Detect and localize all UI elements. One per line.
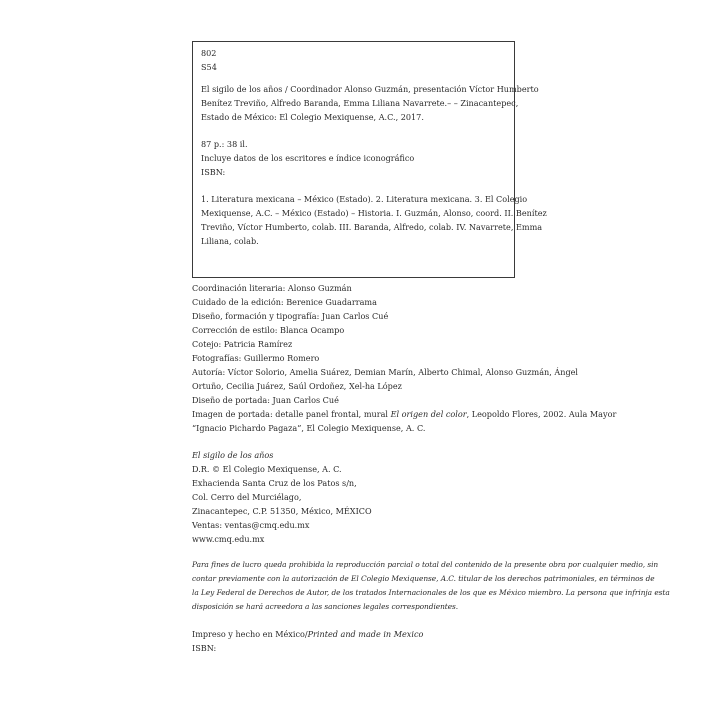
book-title: El sigilo de los años bbox=[192, 450, 274, 460]
class-number: 802 bbox=[201, 48, 217, 58]
credit-line: Cotejo: Patricia Ramírez bbox=[192, 339, 293, 349]
printed-english: Printed and made in Mexico bbox=[307, 629, 424, 639]
legal-line: la Ley Federal de Derechos de Autor, de los tratados Internacionales de los que es México miembro. La persona que infrinja esta bbox=[192, 588, 670, 597]
legal-line: contar previamente con la autorización de El Colegio Mexiquense, A.C. titular de los derechos patrimoniales, en términos de bbox=[192, 574, 655, 583]
subject-line: Treviño, Víctor Humberto, colab. III. Baranda, Alfredo, colab. IV. Navarrete, Emma bbox=[201, 222, 543, 232]
entry-line: Benítez Treviño, Alfredo Baranda, Emma Liliana Navarrete.– – Zinacantepec, bbox=[201, 98, 519, 108]
sales-email: Ventas: ventas@cmq.edu.mx bbox=[192, 520, 310, 530]
publisher-line: D.R. © El Colegio Mexiquense, A. C. bbox=[192, 464, 342, 474]
credit-line: Coordinación literaria: Alonso Guzmán bbox=[192, 283, 352, 293]
catalog-card bbox=[192, 41, 547, 278]
subject-line: Liliana, colab. bbox=[201, 236, 259, 246]
cover-image-suffix: , Leopoldo Flores, 2002. Aula Mayor bbox=[466, 409, 617, 419]
credit-line: Autoría: Víctor Solorio, Amelia Suárez, Demian Marín, Alberto Chimal, Alonso Guzmán, Ángel bbox=[192, 367, 579, 377]
entry-line: Estado de México: El Colegio Mexiquense, A.C., 2017. bbox=[201, 112, 424, 122]
printed-in bbox=[192, 629, 423, 639]
description-line: Incluye datos de los escritores e índice iconográfico bbox=[201, 153, 415, 163]
publisher-line: Col. Cerro del Murciélago, bbox=[192, 492, 302, 502]
cover-image-line bbox=[192, 409, 616, 419]
publisher-line: Exhacienda Santa Cruz de los Patos s/n, bbox=[192, 478, 357, 488]
credit-line: Cuidado de la edición: Berenice Guadarrama bbox=[192, 297, 377, 307]
legal-line: Para fines de lucro queda prohibida la reproducción parcial o total del contenido de la presente obra por cualquier medio, sin bbox=[192, 560, 659, 569]
isbn-line: ISBN: bbox=[192, 643, 217, 653]
printed-prefix: Impreso y hecho en México/ bbox=[192, 629, 308, 639]
subject-line: 1. Literatura mexicana – México (Estado). 2. Literatura mexicana. 3. El Colegio bbox=[201, 194, 528, 204]
credit-line: Diseño de portada: Juan Carlos Cué bbox=[192, 395, 339, 405]
description-line: 87 p.: 38 il. bbox=[201, 139, 248, 149]
website: www.cmq.edu.mx bbox=[192, 534, 265, 544]
entry-line: El sigilo de los años / Coordinador Alonso Guzmán, presentación Víctor Humberto bbox=[201, 84, 539, 94]
credit-line: Ortuño, Cecilia Juárez, Saúl Ordoñez, Xel-ha López bbox=[192, 381, 402, 391]
credit-line: Diseño, formación y tipografía: Juan Carlos Cué bbox=[192, 311, 389, 321]
publisher-line: Zinacantepec, C.P. 51350, México, MÉXICO bbox=[192, 506, 372, 516]
credit-line: Corrección de estilo: Blanca Ocampo bbox=[192, 325, 345, 335]
cutter-number: S54 bbox=[201, 62, 217, 72]
cover-image-line: “Ignacio Pichardo Pagaza”, El Colegio Mexiquense, A. C. bbox=[192, 423, 426, 433]
mural-title: El origen del color bbox=[390, 409, 467, 419]
legal-line: disposición se hará acreedora a las sanciones legales correspondientes. bbox=[192, 602, 459, 611]
description-line: ISBN: bbox=[201, 167, 226, 177]
cover-image-prefix: Imagen de portada: detalle panel frontal, mural bbox=[192, 409, 391, 419]
subject-line: Mexiquense, A.C. – México (Estado) – Historia. I. Guzmán, Alonso, coord. II. Benítez bbox=[201, 208, 547, 218]
credit-line: Fotografías: Guillermo Romero bbox=[192, 353, 320, 363]
